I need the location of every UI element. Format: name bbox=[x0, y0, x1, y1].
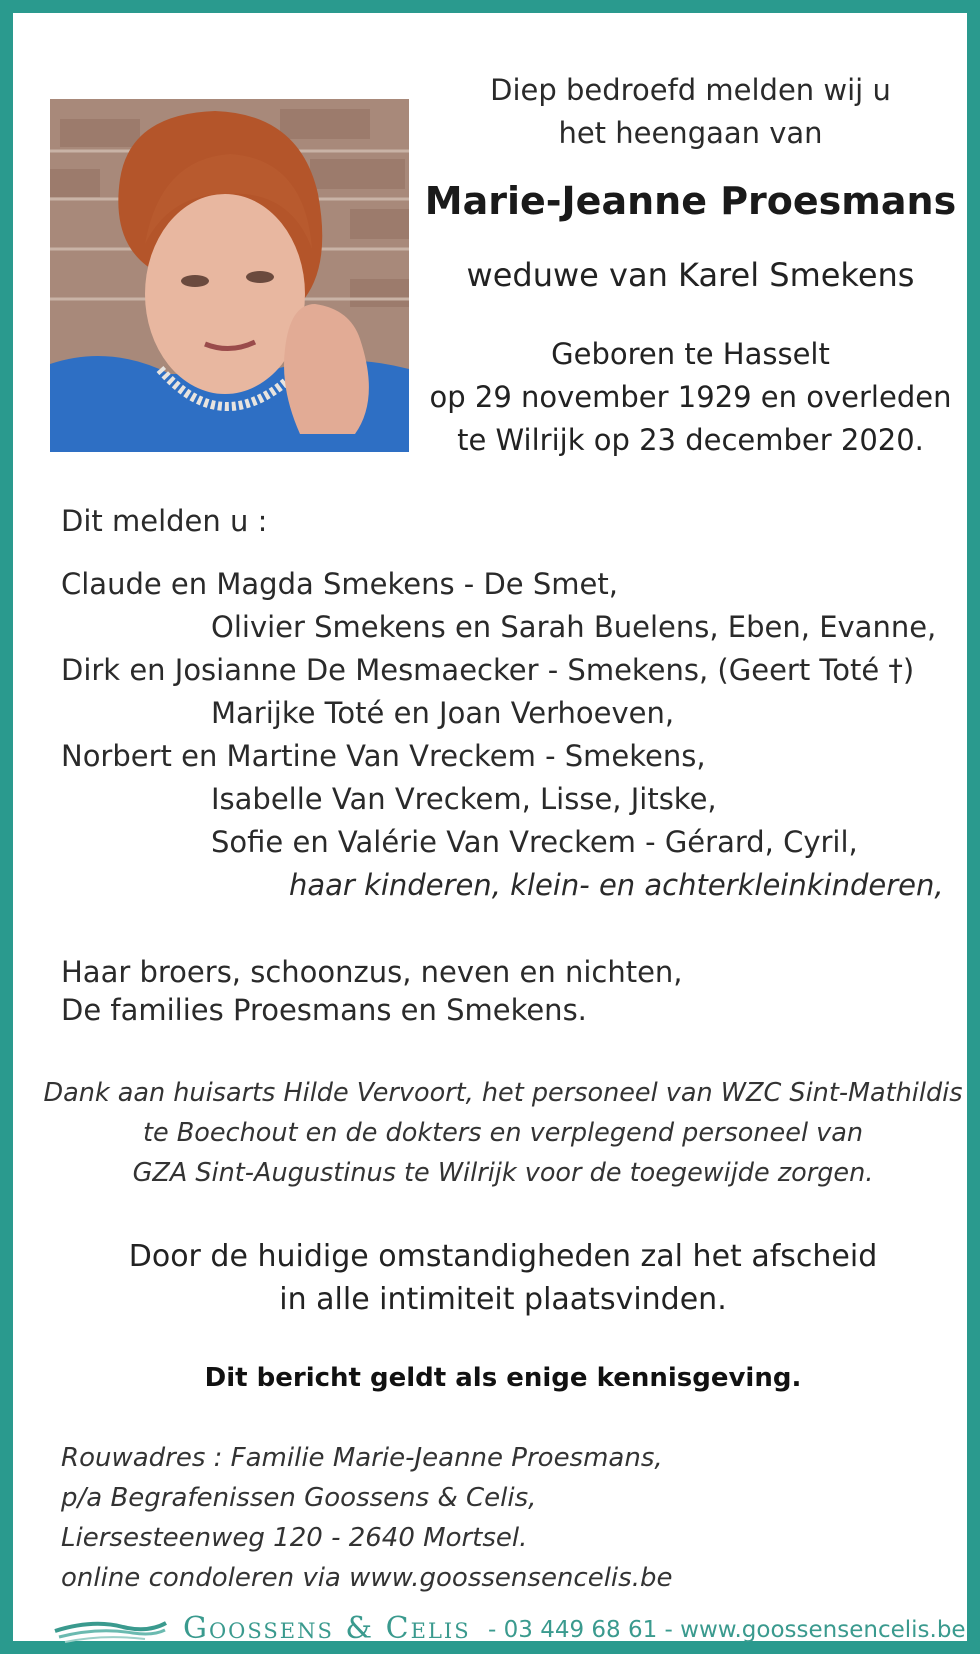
family-line: Marijke Toté en Joan Verhoeven, bbox=[211, 696, 675, 730]
thanks-line: te Boechout en de dokters en verplegend personeel van bbox=[142, 1118, 864, 1148]
family-line: Sofie en Valérie Van Vreckem - Gérard, Cyril, bbox=[211, 825, 858, 859]
announce-line: Dit melden u : bbox=[61, 504, 268, 538]
funeral-home-footer bbox=[53, 1611, 966, 1651]
intro-line: Diep bedroefd melden wij u bbox=[490, 73, 891, 107]
relatives-block bbox=[61, 953, 683, 1029]
obituary-header bbox=[418, 69, 963, 462]
family-line: haar kinderen, klein- en achterkleinkinderen, bbox=[289, 868, 944, 902]
address-block bbox=[61, 1438, 672, 1598]
relatives-line: De families Proesmans en Smekens. bbox=[61, 993, 587, 1027]
widow-line: weduwe van Karel Smekens bbox=[466, 256, 915, 294]
address-line: p/a Begrafenissen Goossens & Celis, bbox=[61, 1483, 537, 1513]
intro-line: het heengaan van bbox=[558, 116, 823, 150]
family-line: Olivier Smekens en Sarah Buelens, Eben, Evanne, bbox=[211, 610, 937, 644]
birth-line: op 29 november 1929 en overleden bbox=[429, 380, 952, 414]
notice-line: Dit bericht geldt als enige kennisgeving. bbox=[204, 1363, 802, 1393]
circumstance-line: Door de huidige omstandigheden zal het afscheid bbox=[128, 1239, 878, 1274]
thanks-block bbox=[28, 1073, 978, 1193]
portrait-photo bbox=[50, 99, 409, 452]
family-line: Isabelle Van Vreckem, Lisse, Jitske, bbox=[211, 782, 717, 816]
address-link[interactable]: online condoleren via www.goossensencelis.be bbox=[61, 1563, 673, 1593]
birth-death-info bbox=[418, 333, 963, 462]
family-line: Claude en Magda Smekens - De Smet, bbox=[61, 567, 618, 601]
family-line: Dirk en Josianne De Mesmaecker - Smekens, (Geert Toté †) bbox=[61, 653, 915, 687]
family-list bbox=[61, 563, 944, 907]
thanks-line: GZA Sint-Augustinus te Wilrijk voor de toegewijde zorgen. bbox=[132, 1158, 874, 1188]
family-line: Norbert en Martine Van Vreckem - Smekens, bbox=[61, 739, 706, 773]
funeral-home-contact[interactable]: - 03 449 68 61 - www.goossensencelis.be bbox=[488, 1617, 966, 1643]
birth-line: Geboren te Hasselt bbox=[551, 337, 830, 371]
circumstance-line: in alle intimiteit plaatsvinden. bbox=[279, 1282, 727, 1317]
death-line: te Wilrijk op 23 december 2020. bbox=[457, 423, 924, 457]
circumstance-block bbox=[28, 1235, 978, 1321]
deceased-name: Marie-Jeanne Proesmans bbox=[424, 179, 957, 223]
relatives-line: Haar broers, schoonzus, neven en nichten, bbox=[61, 955, 683, 989]
address-line: Rouwadres : Familie Marie-Jeanne Proesmans, bbox=[61, 1443, 663, 1473]
address-line: Liersesteenweg 120 - 2640 Mortsel. bbox=[61, 1523, 528, 1553]
wave-logo-icon bbox=[53, 1617, 168, 1643]
thanks-line: Dank aan huisarts Hilde Vervoort, het personeel van WZC Sint-Mathildis bbox=[43, 1078, 963, 1108]
funeral-home-brand: Goossens & Celis bbox=[183, 1611, 471, 1646]
